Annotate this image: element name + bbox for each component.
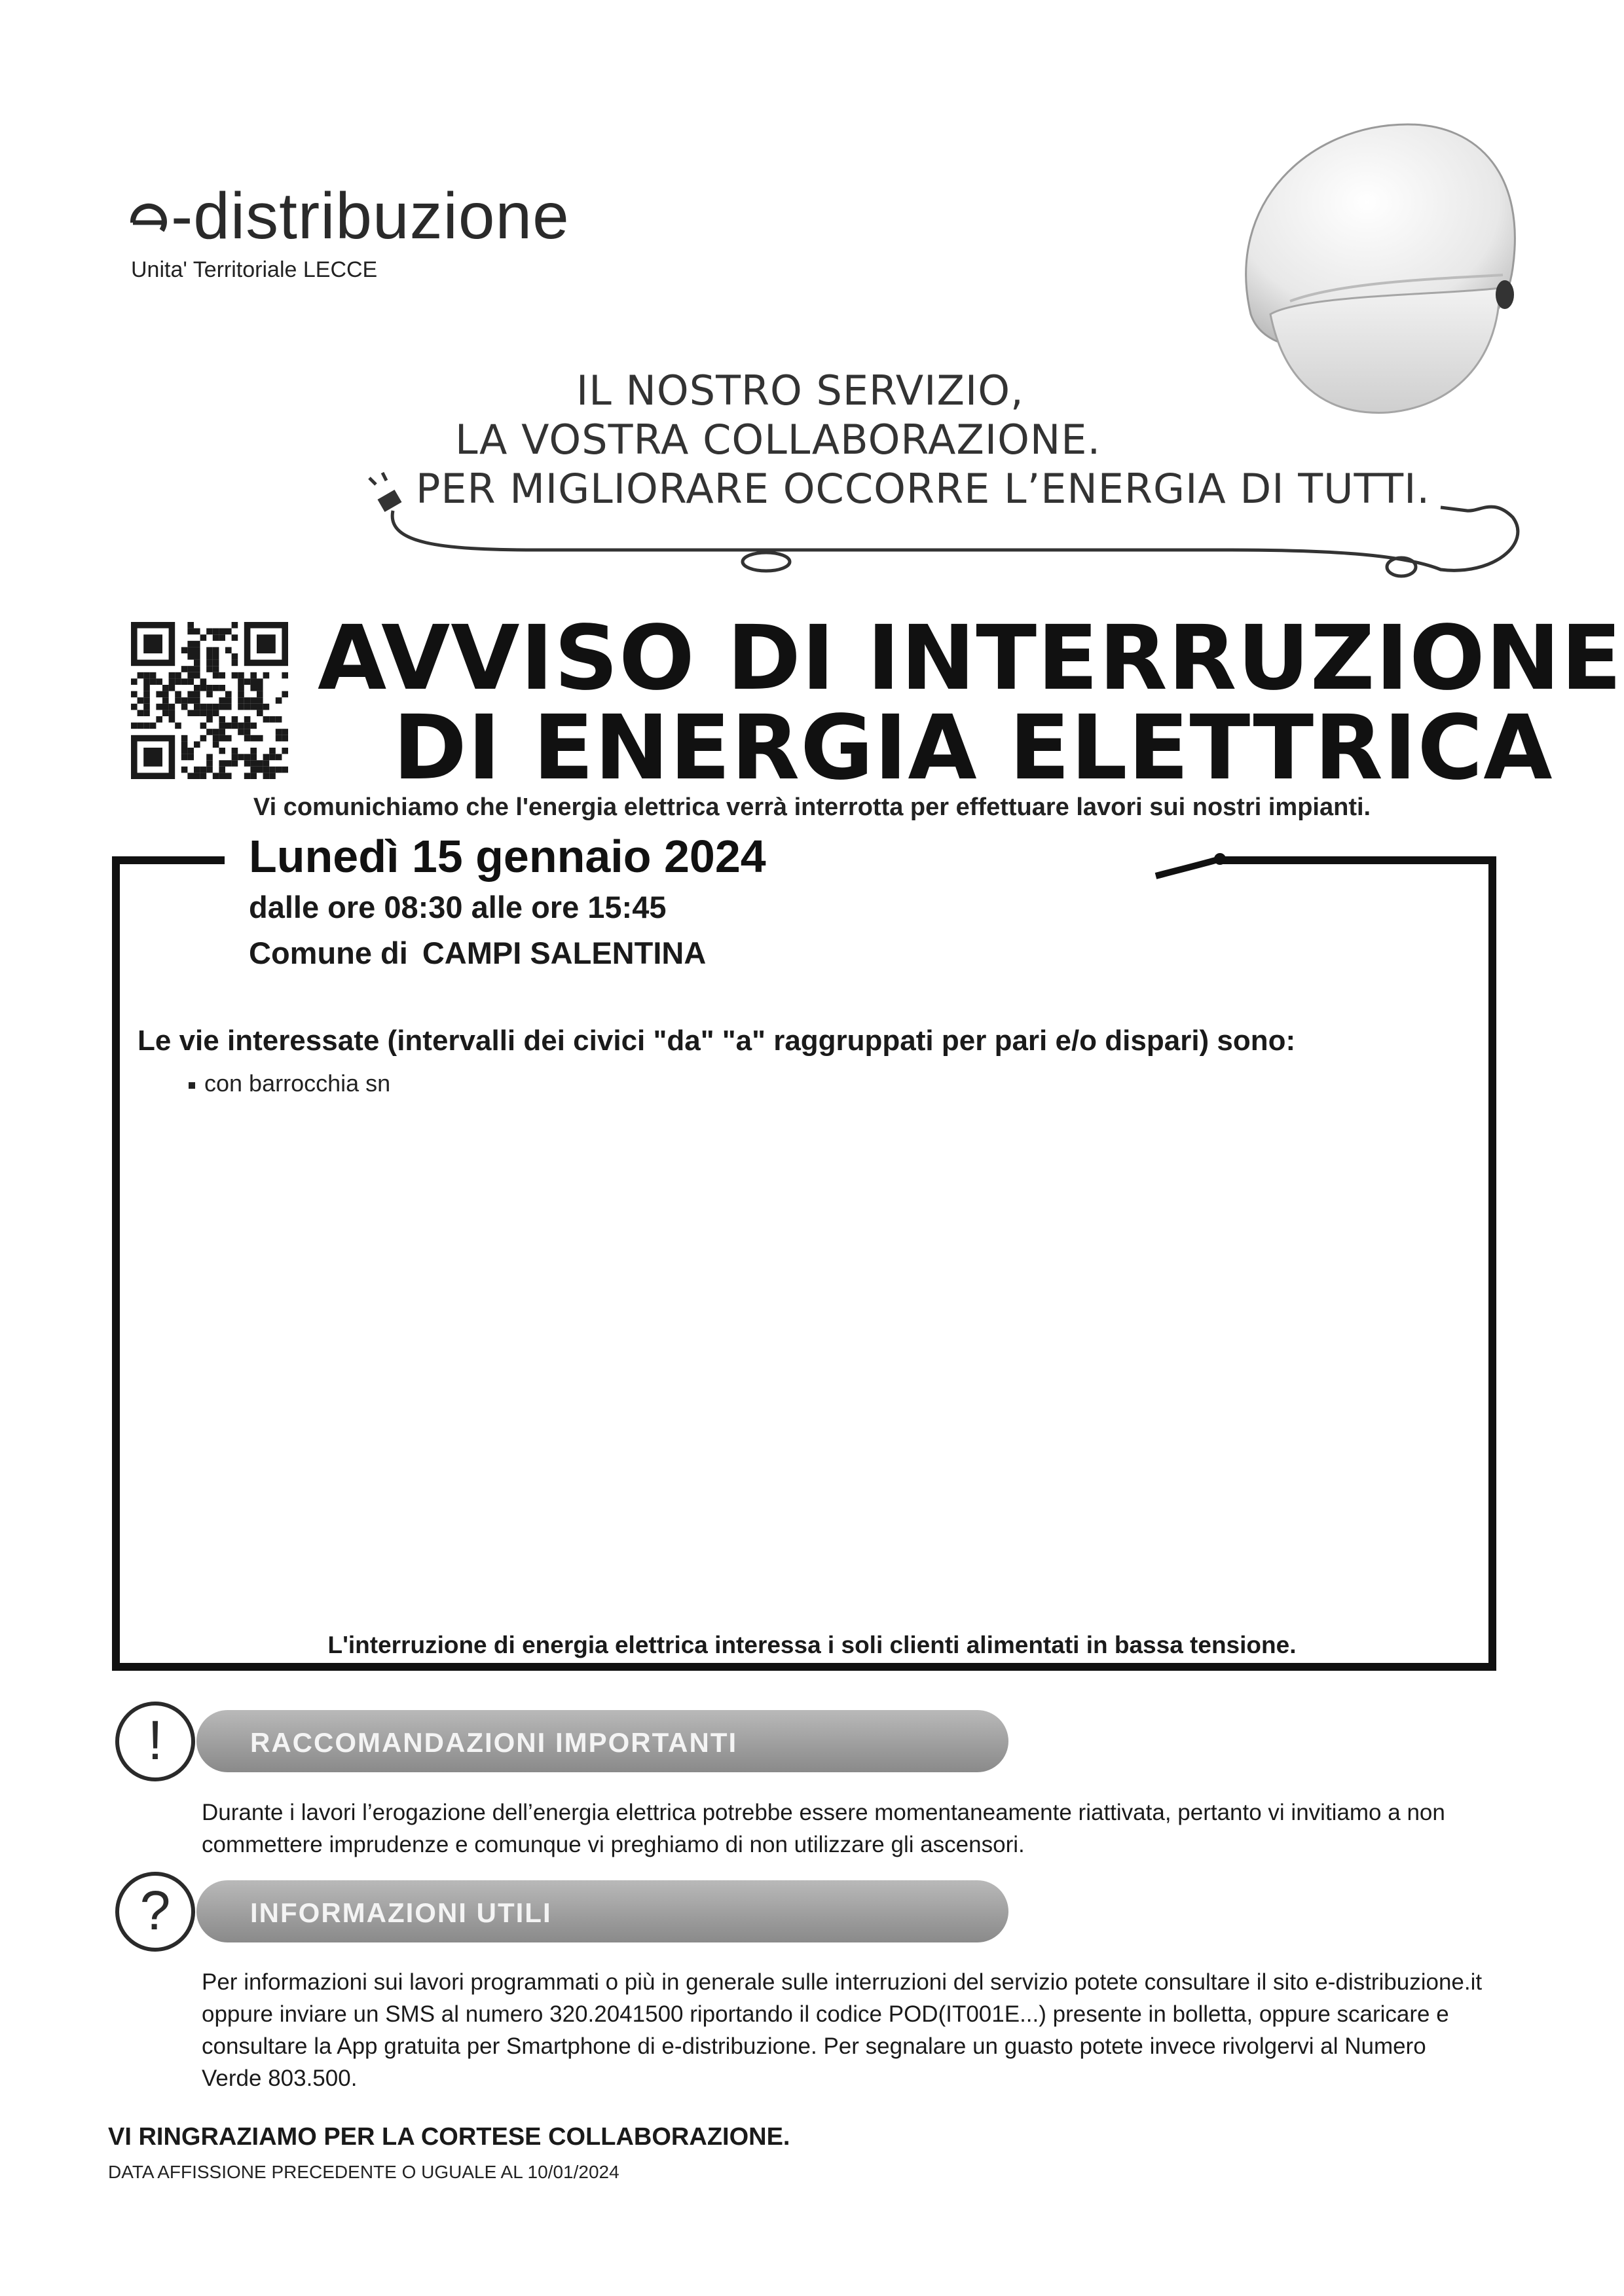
notice-intro: Vi comunichiamo che l'energia elettrica verrà interrotta per effettuare lavori sui nostri impianti. bbox=[253, 793, 1371, 821]
info-heading: INFORMAZIONI UTILI bbox=[250, 1897, 552, 1928]
brand-logo bbox=[128, 179, 570, 253]
thanks-line: VI RINGRAZIAMO PER LA CORTESE COLLABORAZIONE. bbox=[108, 2123, 790, 2151]
list-item: con barrocchia sn bbox=[189, 1070, 390, 1097]
recommendations-heading: RACCOMANDAZIONI IMPORTANTI bbox=[250, 1727, 738, 1758]
notice-frame bbox=[107, 851, 1502, 1676]
town-line bbox=[249, 935, 706, 971]
brand-name: -distribuzione bbox=[171, 179, 570, 253]
svg-text:?: ? bbox=[139, 1880, 171, 1941]
safety-helmet-icon bbox=[1172, 98, 1539, 439]
posting-date: DATA AFFISSIONE PRECEDENTE O UGUALE AL 10/01/2024 bbox=[108, 2162, 619, 2182]
interruption-hours: dalle ore 08:30 alle ore 15:45 bbox=[249, 890, 667, 924]
info-text: Per informazioni sui lavori programmati o più in generale sulle interruzioni del servizio potete consultare il sito e-distribuzione.it oppure inviare un SMS al numero 320.2041500 riportando il codice POD(IT001E...) presente in bolletta, oppure scaricare e consultare la App gratuita per Smartphone di e-distribuzione. Per segnalare un guasto potete invece rivolgervi al Numero Verde 803.500. bbox=[202, 1969, 1483, 2091]
low-voltage-note: L'interruzione di energia elettrica interessa i soli clienti alimentati in bassa tensione. bbox=[327, 1631, 1297, 1658]
qr-code-icon bbox=[131, 622, 288, 779]
notice-title-line-2: DI ENERGIA ELETTRICA bbox=[393, 697, 1553, 800]
recommendations-text: Durante i lavori l’erogazione dell’energia elettrica potrebbe essere momentaneamente riattivata, pertanto vi invitiamo a non commettere imprudenze e comunque vi preghiamo di non utilizzare gli ascensori. bbox=[202, 1800, 1445, 1857]
question-icon bbox=[113, 1869, 198, 1954]
interruption-date: Lunedì 15 gennaio 2024 bbox=[249, 831, 766, 882]
exclamation-icon bbox=[113, 1699, 198, 1784]
svg-text:!: ! bbox=[147, 1709, 163, 1771]
slogan-line-1: IL NOSTRO SERVIZIO, bbox=[576, 367, 1024, 414]
territorial-unit: Unita' Territoriale LECCE bbox=[131, 257, 378, 282]
power-cable-icon bbox=[367, 471, 1539, 583]
e-logo-icon bbox=[128, 186, 168, 227]
street-list bbox=[189, 1070, 390, 1097]
town-name: CAMPI SALENTINA bbox=[422, 936, 707, 970]
slogan-line-2: LA VOSTRA COLLABORAZIONE. bbox=[455, 416, 1101, 464]
streets-heading: Le vie interessate (intervalli dei civici "da" "a" raggruppati per pari e/o dispari) sono: bbox=[138, 1025, 1296, 1057]
town-label: Comune di bbox=[249, 936, 408, 970]
slogan-line-3: PER MIGLIORARE OCCORRE L’ENERGIA DI TUTTI. bbox=[416, 465, 1431, 513]
notice-title-line-1: AVVISO DI INTERRUZIONE bbox=[318, 607, 1623, 710]
